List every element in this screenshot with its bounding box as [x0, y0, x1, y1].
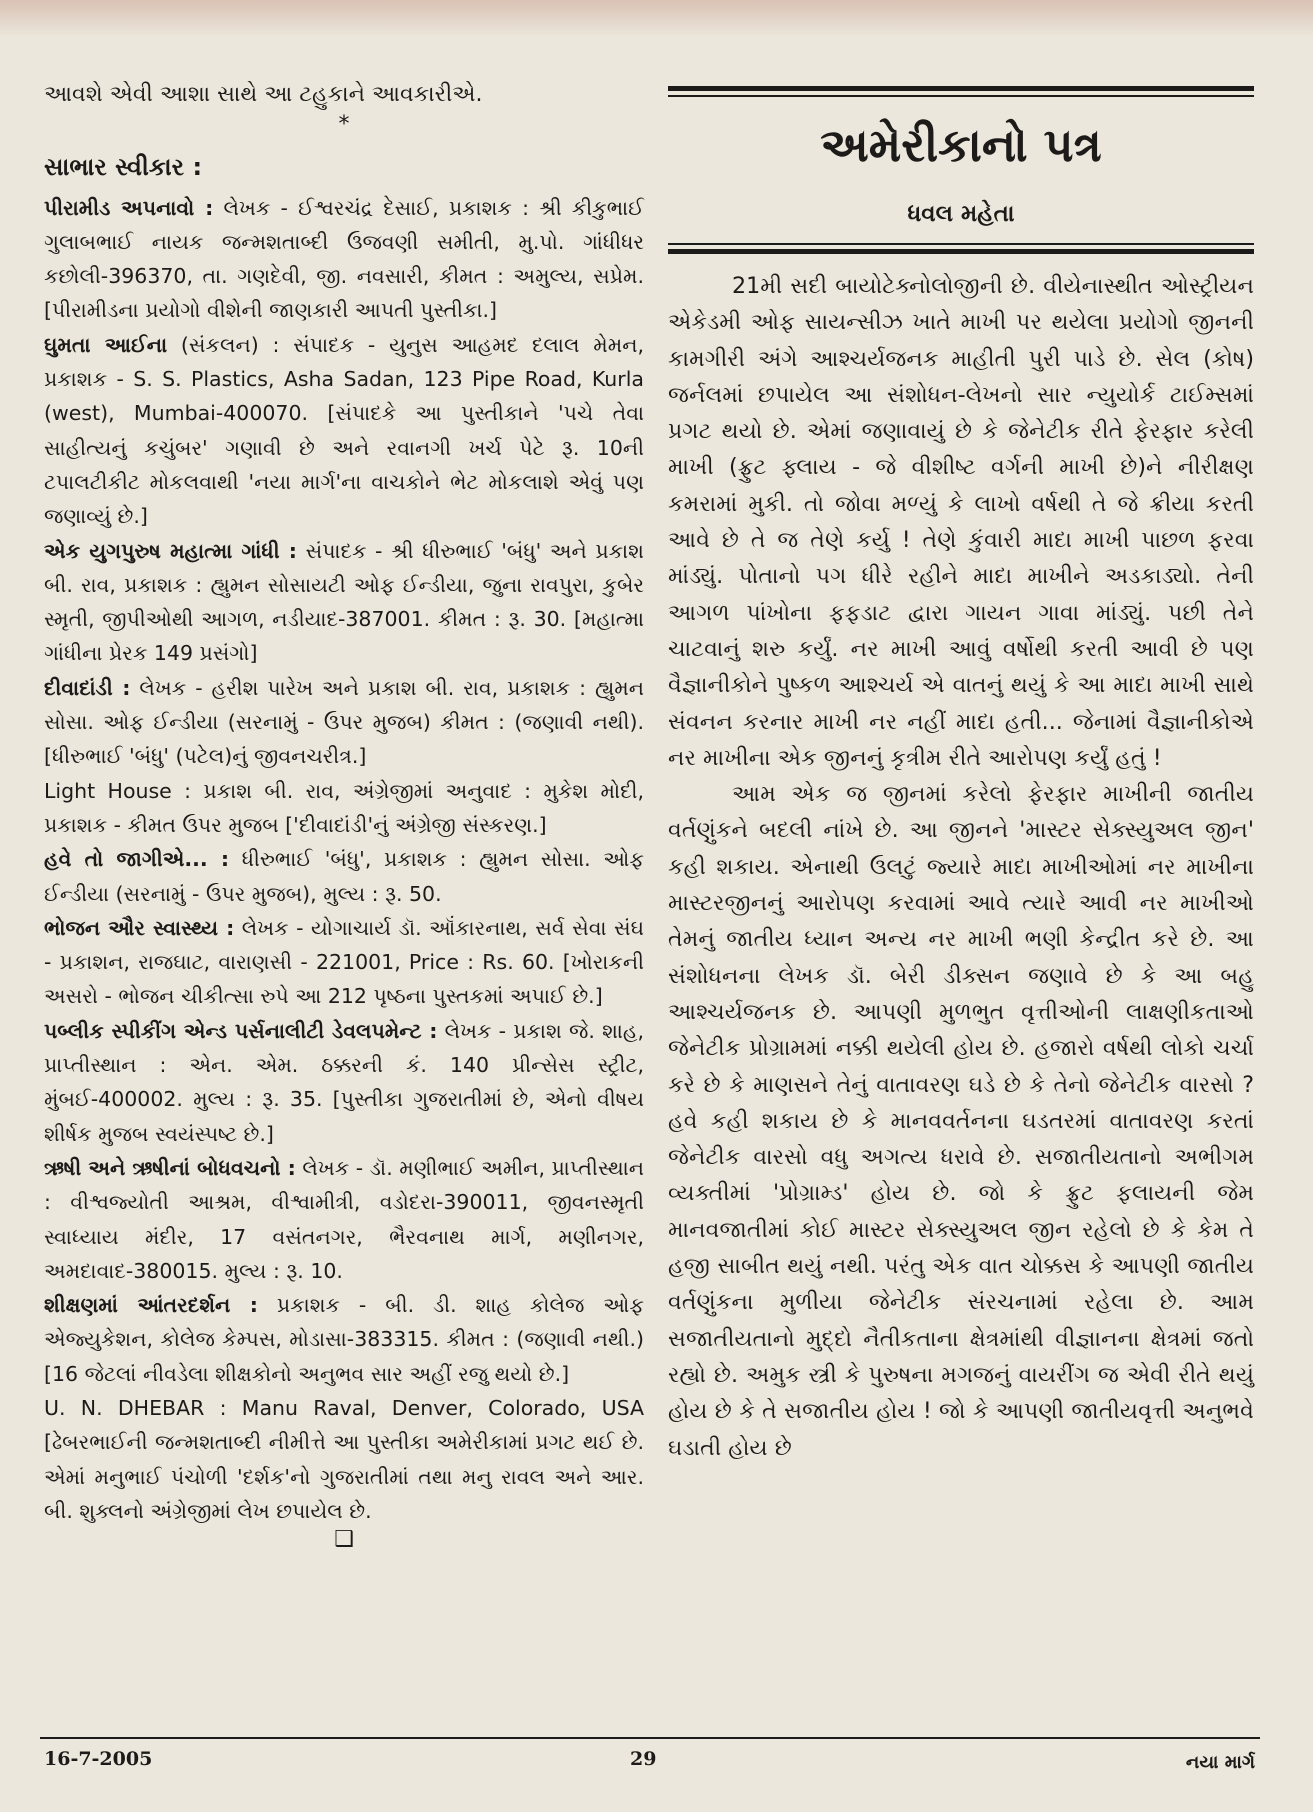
book-entry	[44, 1288, 644, 1391]
book-entry	[44, 774, 644, 843]
article-body	[668, 268, 1254, 1466]
book-entry-text: U. N. DHEBAR : Manu Raval, Denver, Colorado, USA [ઢેબરભાઈની જન્મશતાબ્દી નીમીત્તે આ પુસ્તીકા અમેરીકામાં પ્રગટ થઈ છે. એમાં મનુભાઈ પંચોળી 'દર્શક'નો ગુજરાતીમાં તથા મનુ રાવલ અને આર. બી. શુક્લનો અંગ્રેજીમાં લેખ છપાયેલ છે.	[44, 1395, 644, 1523]
book-entry	[44, 1391, 644, 1528]
book-entry-title: પબ્લીક સ્પીકીંગ એન્ડ પર્સનાલીટી ડેવલપમેન્ટ :	[44, 1018, 438, 1043]
book-entry	[44, 842, 644, 911]
article-author: ધવલ મહેતા	[907, 201, 1015, 227]
end-of-section-box-icon: ❑	[334, 1527, 354, 1553]
title-bottom-rule-thick	[668, 249, 1254, 254]
book-entry-title: ભોજન ઔર સ્વાસ્થ્ય :	[44, 915, 235, 940]
left-column	[44, 78, 644, 1552]
acknowledgement-heading: સાભાર સ્વીકાર :	[44, 153, 203, 182]
page-edge-stain	[0, 0, 1313, 38]
book-entry-title: ઘુમતા આઈના	[44, 332, 168, 357]
section-separator-star: *	[338, 112, 350, 138]
footer-rule	[40, 1737, 1260, 1739]
intro-line: આવશે એવી આશા સાથે આ ટહુકાને આવકારીએ.	[44, 82, 483, 107]
article-paragraph: 21મી સદી બાયોટેક્નોલોજીની છે. વીયેનાસ્થીત ઓસ્ટ્રીયન એકેડમી ઓફ સાયન્સીઝ ખાતે માખી પર થયેલા પ્રયોગો જીનની કામગીરી અંગે આશ્ચર્યજનક માહીતી પુરી પાડે છે. સેલ (કોષ) જર્નલમાં છપાયેલ આ સંશોધન-લેખનો સાર ન્યુયોર્ક ટાઈમ્સમાં પ્રગટ થયો છે. એમાં જણાવાયું છે કે જેનેટીક રીતે ફેરફાર કરેલી માખી (ફ્રુટ ફ્લાય - જે વીશીષ્ટ વર્ગની માખી છે)ને નીરીક્ષણ કમરામાં મુકી. તો જોવા મળ્યું કે લાખો વર્ષથી તે જે ક્રીયા કરતી આવે છે તે જ તેણે કર્યુ ! તેણે કુંવારી માદા માખી પાછળ ફરવા માંડ્યું. પોતાનો પગ ધીરે રહીને માદા માખીને અડકાડ્યો. તેની આગળ પાંખોના ફફડાટ દ્વારા ગાયન ગાવા માંડ્યું. પછી તેને ચાટવાનું શરુ કર્યું. નર માખી આવું વર્ષોથી કરતી આવી છે પણ વૈજ્ઞાનીકોને પુષ્કળ આશ્ચર્ય એ વાતનું થયું કે આ માદા માખી સાથે સંવનન કરનાર માખી નર નહીં માદા હતી... જેનામાં વૈજ્ઞાનીકોએ નર માખીના એક જીનનું કૃત્રીમ રીતે આરોપણ કર્યું હતું !	[668, 273, 1254, 771]
book-entry-text: લેખક - ઈશ્વરચંદ્ર દેસાઈ, પ્રકાશક : શ્રી કીકુભાઈ ગુલાબભાઈ નાયક જન્મશતાબ્દી ઉજવણી સમીતી, મુ.પો. ગાંધીધર કછોલી-396370, તા. ગણદેવી, જી. નવસારી, કીમત : અમુલ્ય, સપ્રેમ. [પીરામીડના પ્રયોગો વીશેની જાણકારી આપતી પુસ્તીકા.]	[44, 195, 644, 323]
book-entry	[44, 328, 644, 534]
right-column	[668, 86, 1254, 1466]
book-entry-title: શીક્ષણમાં આંતરદર્શન :	[44, 1293, 259, 1318]
book-entry	[44, 534, 644, 671]
book-entry-title: ઋષી અને ઋષીનાં બોધવચનો :	[44, 1155, 296, 1180]
title-top-rule-thick	[668, 86, 1254, 91]
book-entry-title: હવે તો જાગીએ... :	[44, 847, 230, 872]
book-entry-text: સંપાદક - શ્રી ધીરુભાઈ 'બંધુ' અને પ્રકાશ બી. રાવ, પ્રકાશક : હ્યુમન સોસાયટી ઓફ ઈન્ડીયા, જુના રાવપુરા, કુબેર સ્મૃતી, જીપીઓથી આગળ, નડીયાદ-387001. કીમત : રૂ. 30. [મહાત્મા ગાંધીના પ્રેરક 149 પ્રસંગો]	[44, 538, 644, 666]
book-entry	[44, 671, 644, 774]
book-entries-list	[44, 191, 644, 1529]
title-bottom-rule-thin	[668, 243, 1254, 245]
book-entry	[44, 1014, 644, 1151]
issue-date: 16-7-2005	[44, 1748, 153, 1770]
book-entry-text: લેખક - પ્રકાશ જે. શાહ, પ્રાપ્તીસ્થાન : એન. એમ. ઠક્કરની કં. 140 પ્રીન્સેસ સ્ટ્રીટ, મુંબઈ-400002. મુલ્ય : રૂ. 35. [પુસ્તીકા ગુજરાતીમાં છે, એનો વીષય શીર્ષક મુજબ સ્વયંસ્પષ્ટ છે.]	[44, 1018, 644, 1146]
book-entry-text: (સંકલન) : સંપાદક - યુનુસ આહમદ દલાલ મેમન, પ્રકાશક - S. S. Plastics, Asha Sadan, 123 Pipe Road, Kurla (west), Mumbai-400070. [સંપાદકે આ પુસ્તીકાને 'પચે તેવા સાહીત્યનું કચુંબર' ગણાવી છે અને રવાનગી ખર્ચ પેટે રૂ. 10ની ટપાલટીકીટ મોકલવાથી 'નયા માર્ગ'ના વાચકોને ભેટ મોકલાશે એવું પણ જણાવ્યું છે.]	[44, 332, 644, 529]
page-number: 29	[630, 1748, 657, 1770]
book-entry-text: ધીરુભાઈ 'બંધુ', પ્રકાશક : હ્યુમન સોસા. ઓફ ઈન્ડીયા (સરનામું - ઉપર મુજબ), મુલ્ય : રૂ. 50.	[44, 847, 644, 906]
book-entry-title: પીરામીડ અપનાવો :	[44, 195, 214, 220]
book-entry-title: દીવાદાંડી :	[44, 675, 131, 700]
book-entry	[44, 191, 644, 328]
magazine-name: નયા માર્ગ	[1185, 1752, 1255, 1773]
book-entry	[44, 1151, 644, 1288]
book-entry-text: પ્રકાશક - બી. ડી. શાહ કોલેજ ઓફ એજ્યુકેશન, કોલેજ કેમ્પસ, મોડાસા-383315. કીમત : (જણાવી નથી.) [16 જેટલાં નીવડેલા શીક્ષકોનો અનુભવ સાર અહીં રજુ થયો છે.]	[44, 1293, 645, 1386]
title-top-rule-thin	[668, 95, 1254, 97]
book-entry-text: Light House : પ્રકાશ બી. રાવ, અંગ્રેજીમાં અનુવાદ : મુકેશ મોદી, પ્રકાશક - કીમત ઉપર મુજબ ['દીવાદાંડી'નું અંગ્રેજી સંસ્કરણ.]	[44, 778, 644, 837]
article-paragraph: આમ એક જ જીનમાં કરેલો ફેરફાર માખીની જાતીય વર્તણુંકને બદલી નાંખે છે. આ જીનને 'માસ્ટર સેક્સ્યુઅલ જીન' કહી શકાય. એનાથી ઉલટું જ્યારે માદા માખીઓમાં નર માખીના માસ્ટરજીનનું આરોપણ કરવામાં આવે ત્યારે આવી નર માખીઓ તેમનું જાતીય ધ્યાન અન્ય નર માખી ભણી કેન્દ્રીત કરે છે. આ સંશોધનના લેખક ડૉ. બેરી ડીક્સન જણાવે છે કે આ બહુ આશ્ચર્યજનક છે. આપણી મુળભુત વૃત્તીઓની લાક્ષણીકતાઓ જેનેટીક પ્રોગ્રામમાં નક્કી થયેલી હોય છે. હજારો વર્ષથી લોકો ચર્ચા કરે છે કે માણસને તેનું વાતાવરણ ઘડે છે કે તેનો જેનેટીક વારસો ? હવે કહી શકાય છે કે માનવવર્તનના ઘડતરમાં વાતાવરણ કરતાં જેનેટીક વારસો વધુ અગત્ય ધરાવે છે. સજાતીયતાનો અભીગમ વ્યક્તીમાં 'પ્રોગ્રામ્ડ' હોય છે. જો કે ફ્રુટ ફલાયની જેમ માનવજાતીમાં કોઈ માસ્ટર સેક્સ્યુઅલ જીન રહેલો છે કે કેમ તે હજી સાબીત થયું નથી. પરંતુ એક વાત ચોક્કસ કે આપણી જાતીય વર્તણુંકના મુળીયા જેનેટીક સંરચનામાં રહેલા છે. આમ સજાતીયતાનો મુદ્દો નૈતીકતાના ક્ષેત્રમાંથી વીજ્ઞાનના ક્ષેત્રમાં જતો રહ્યો છે. અમુક સ્ત્રી કે પુરુષના મગજનું વાયરીંગ જ એવી રીતે થયું હોય છે કે તે સજાતીય હોય ! જો કે આપણી જાતીયવૃત્તી અનુભવે ઘડાતી હોય છે	[668, 781, 1254, 1461]
book-entry-title: એક યુગપુરુષ મહાત્મા ગાંધી :	[44, 538, 297, 563]
book-entry-text: લેખક - ડૉ. મણીભાઈ અમીન, પ્રાપ્તીસ્થાન : વીશ્વજ્યોતી આશ્રમ, વીશ્વામીત્રી, વડોદરા-390011, જીવનસ્મૃતી સ્વાધ્યાય મંદીર, 17 વસંતનગર, ભૈરવનાથ માર્ગ, મણીનગર, અમદાવાદ-380015. મુલ્ય : રૂ. 10.	[44, 1155, 644, 1283]
book-entry-text: લેખક - હરીશ પારેખ અને પ્રકાશ બી. રાવ, પ્રકાશક : હ્યુમન સોસા. ઓફ ઈન્ડીયા (સરનામું - ઉપર મુજબ) કીમત : (જણાવી નથી). [ધીરુભાઈ 'બંધુ' (પટેલ)નું જીવનચરીત્ર.]	[44, 675, 644, 769]
article-title: અમેરીકાનો પત્ર	[820, 118, 1102, 172]
book-entry	[44, 911, 644, 1014]
book-entry-text: લેખક - યોગાચાર્ય ડૉ. ઑંકારનાથ, સર્વ સેવા સંઘ - પ્રકાશન, રાજઘાટ, વારાણસી - 221001, Price : Rs. 60. [ખોરાકની અસરો - ભોજન ચીકીત્સા રુપે આ 212 પૃષ્ઠના પુસ્તકમાં અપાઈ છે.]	[44, 915, 644, 1009]
